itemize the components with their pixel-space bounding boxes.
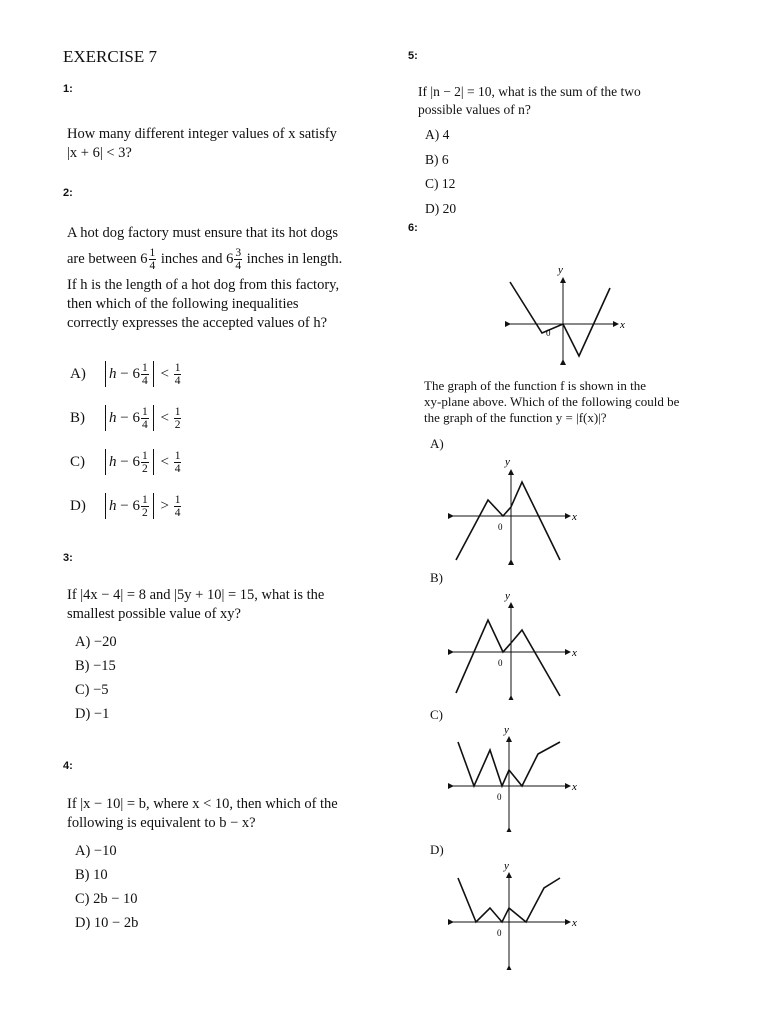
graph-option-b <box>448 588 583 700</box>
question-5-options <box>425 123 456 221</box>
question-6-line-1: The graph of the function f is shown in the <box>424 378 647 393</box>
question-4-option-b[interactable]: B) 10 <box>75 867 108 883</box>
graph-option-c <box>448 722 583 832</box>
graph-f <box>500 260 630 370</box>
question-2-line-5: correctly expresses the accepted values of h? <box>67 315 328 331</box>
question-6-option-b-label[interactable]: B) <box>430 570 443 585</box>
question-4-option-d[interactable]: D) 10 − 2b <box>75 915 139 931</box>
question-2-line-2-a: are between 6 <box>67 250 148 267</box>
y-axis-label: y <box>504 724 509 736</box>
y-axis-label: y <box>505 590 510 602</box>
question-6-text <box>424 378 679 426</box>
function-f-curve <box>510 282 610 356</box>
question-4-line-1: If |x − 10| = b, where x < 10, then which of the <box>67 796 338 812</box>
question-3-option-c[interactable]: C) −5 <box>75 682 109 698</box>
question-5-option-a[interactable]: A) 4 <box>425 127 450 142</box>
question-2-line-3: If h is the length of a hot dog from this factory, <box>67 277 340 293</box>
question-number-6: 6: <box>408 222 418 234</box>
question-5-option-b[interactable]: B) 6 <box>425 151 449 167</box>
origin-label: 0 <box>546 328 551 338</box>
question-3-options <box>75 630 117 726</box>
question-5-option-d[interactable]: D) 20 <box>425 200 457 216</box>
fraction-three-quarters: $\frac{3}{4}$ <box>235 247 242 272</box>
origin-label: 0 <box>497 792 502 802</box>
origin-label: 0 <box>498 522 503 532</box>
y-axis-label: y <box>558 264 563 276</box>
x-axis-label: x <box>572 647 577 659</box>
question-5-text <box>418 83 641 119</box>
question-2-line-4: then which of the following inequalities <box>67 296 299 312</box>
question-4-text <box>67 795 338 833</box>
question-3-option-b[interactable]: B) −15 <box>75 658 116 674</box>
origin-label: 0 <box>497 928 502 938</box>
question-2-text <box>67 224 387 333</box>
question-2-line-2 <box>67 247 387 272</box>
question-3-text <box>67 586 324 624</box>
question-2-option-b[interactable]: B) h − 6 $\frac{1}{4}$ < $\frac{1}{2}$ <box>70 405 181 431</box>
question-2-option-c[interactable]: C) h − 6 $\frac{1}{2}$ < $\frac{1}{4}$ <box>70 449 181 475</box>
question-3-line-1: If |4x − 4| = 8 and |5y + 10| = 15, what is the <box>67 587 325 603</box>
question-2-line-1: A hot dog factory must ensure that its hot dogs <box>67 225 339 241</box>
question-1-text <box>67 125 337 163</box>
option-b-curve <box>456 620 560 696</box>
question-number-5: 5: <box>408 50 418 62</box>
question-2-line-2-b: inches and 6 <box>160 250 234 267</box>
x-axis-label: x <box>572 511 577 523</box>
question-3-option-a[interactable]: A) −20 <box>75 634 117 650</box>
y-axis-label: y <box>504 860 509 872</box>
x-axis-label: x <box>572 917 577 929</box>
graph-option-d <box>448 858 583 970</box>
question-3-option-d[interactable]: D) −1 <box>75 706 110 722</box>
question-1-line-1: How many different integer values of x satisfy <box>67 126 337 142</box>
question-number-2: 2: <box>63 187 73 199</box>
question-1-line-2: |x + 6| < 3? <box>67 145 132 161</box>
question-6-option-a-label[interactable]: A) <box>430 436 444 451</box>
question-4-options <box>75 839 138 935</box>
question-5-line-2: possible values of n? <box>418 102 531 117</box>
y-axis-label: y <box>505 456 510 468</box>
graph-option-a <box>448 452 583 567</box>
question-6-line-2: xy-plane above. Which of the following could be <box>424 394 680 409</box>
x-axis-label: x <box>572 781 577 793</box>
question-6-line-3: the graph of the function y = |f(x)|? <box>424 410 607 425</box>
question-6-option-c-label[interactable]: C) <box>430 707 443 722</box>
question-2-option-a[interactable]: A) h − 6 $\frac{1}{4}$ < $\frac{1}{4}$ <box>70 361 181 387</box>
page-title: EXERCISE 7 <box>63 47 157 66</box>
question-5-line-1: If |n − 2| = 10, what is the sum of the two <box>418 84 641 99</box>
question-2-line-2-c: inches in length. <box>246 250 343 267</box>
option-a-curve <box>456 482 560 560</box>
x-axis-label: x <box>620 319 625 331</box>
question-4-option-a[interactable]: A) −10 <box>75 843 117 859</box>
origin-label: 0 <box>498 658 503 668</box>
question-number-1: 1: <box>63 83 73 95</box>
question-2-options <box>70 352 182 528</box>
question-6-option-d-label[interactable]: D) <box>430 842 444 857</box>
question-4-option-c[interactable]: C) 2b − 10 <box>75 891 138 907</box>
question-4-line-2: following is equivalent to b − x? <box>67 815 256 831</box>
question-2-option-d[interactable]: D) h − 6 $\frac{1}{2}$ > $\frac{1}{4}$ <box>70 493 181 519</box>
question-number-3: 3: <box>63 552 73 564</box>
fraction-one-quarter: $\frac{1}{4}$ <box>149 247 156 272</box>
question-5-option-c[interactable]: C) 12 <box>425 176 456 191</box>
question-number-4: 4: <box>63 760 73 772</box>
question-3-line-2: smallest possible value of xy? <box>67 606 241 622</box>
